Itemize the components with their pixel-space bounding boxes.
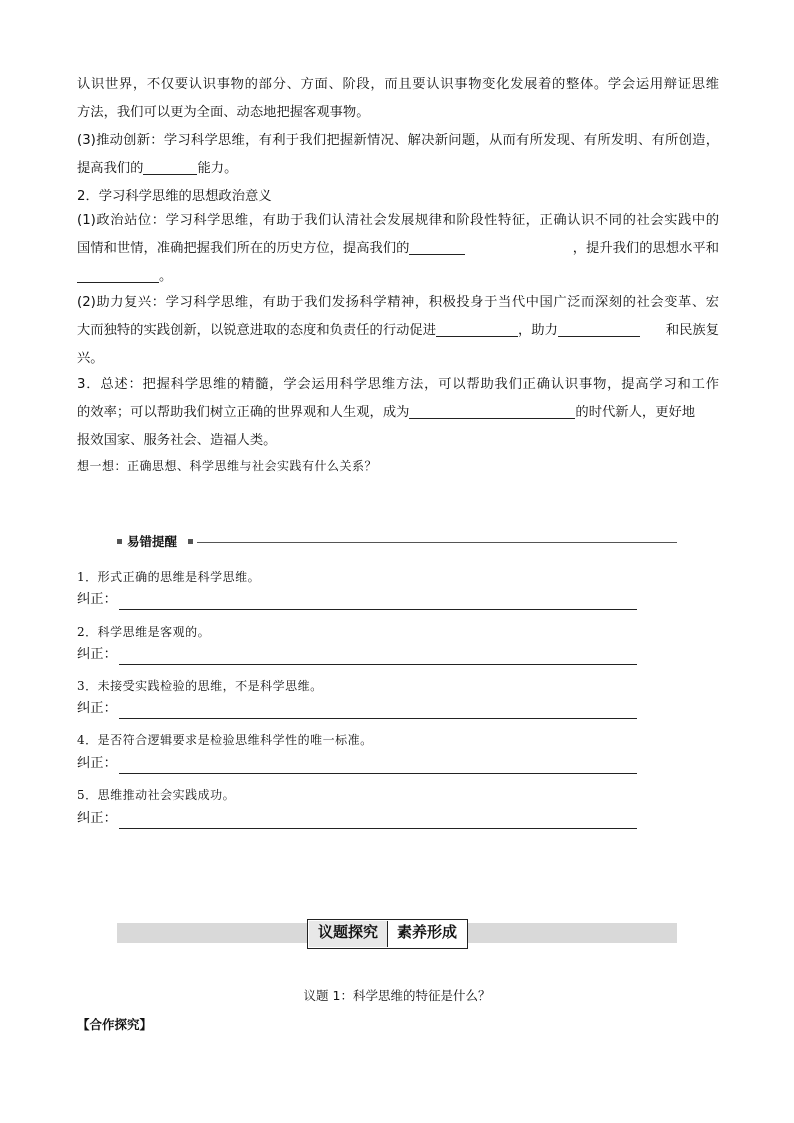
text-line: 兴。 [77,351,104,366]
error-item: 5．思维推动社会实践成功。 [77,788,236,802]
section-banner [117,923,677,943]
fill-in-blank[interactable] [143,158,197,175]
fill-in-blank[interactable] [558,320,640,337]
correction-row [77,645,637,665]
text-segment: 提高我们的 [77,161,144,176]
text-line [77,155,719,183]
paragraph-political-position [77,207,719,291]
banner-title-box [307,919,468,949]
paragraph-innovation [77,127,719,183]
heading-text: 2．学习科学思维的思想政治意义 [77,189,272,204]
correction-input-line[interactable] [119,718,637,719]
text-line: (2)助力复兴：学习科学思维，有助于我们发扬科学精神，积极投身于当代中国广泛而深刻的社会变革、宏 [77,295,719,310]
paragraph-dialectical [77,71,719,127]
fill-in-blank[interactable] [409,402,575,419]
text-segment: ，提升我们的思想水平和 [572,241,719,256]
text-line [77,317,719,345]
text-segment: 的效率；可以帮助我们树立正确的世界观和人生观，成为 [77,405,410,420]
text-line: 3．总述：把握科学思维的精髓，学会运用科学思维方法，可以帮助我们正确认识事物，提高学习和工作 [77,377,719,392]
text-segment: 。 [159,269,173,284]
text-segment: 大而独特的实践创新，以锐意进取的态度和负责任的行动促进 [77,323,437,338]
correction-row [77,590,637,610]
error-item: 1．形式正确的思维是科学思维。 [77,570,261,584]
correction-row [77,699,637,719]
text-line: (1)政治站位：学习科学思维，有助于我们认清社会发展规律和阶段性特征，正确认识不同的社会实践中的 [77,213,719,228]
text-line: 方法，我们可以更为全面、动态地把握客观事物。 [77,105,370,120]
correction-input-line[interactable] [119,609,637,610]
error-item: 2．科学思维是客观的。 [77,625,211,639]
square-bullet-icon [117,539,122,544]
correction-label: 纠正： [77,592,117,607]
error-reminder-title: 易错提醒 [127,534,178,549]
correction-label: 纠正： [77,811,117,826]
correction-input-line[interactable] [119,773,637,774]
text-line: 认识世界，不仅要认识事物的部分、方面、阶段，而且要认识事物变化发展着的整体。学会运用辩证思维 [77,77,719,92]
text-segment: ，助力 [518,323,558,338]
cooperative-inquiry-label: 【合作探究】 [77,1017,153,1032]
text-line: (3)推动创新：学习科学思维，有利于我们把握新情况、解决新问题，从而有所发现、有所发明、有所创造， [77,133,719,148]
text-line: 报效国家、服务社会、造福人类。 [77,433,277,448]
fill-in-blank[interactable] [77,266,159,283]
divider-line [197,542,677,543]
square-bullet-icon [188,539,193,544]
error-item: 3．未接受实践检验的思维，不是科学思维。 [77,679,323,693]
banner-title-left: 议题探究 [309,921,387,947]
banner-title-right: 素养形成 [387,921,466,947]
correction-row [77,754,637,774]
text-segment: 和民族复 [665,323,719,338]
fill-in-blank[interactable] [436,320,518,337]
paragraph-rejuvenation [77,289,719,373]
paragraph-summary [77,371,719,455]
correction-input-line[interactable] [119,828,637,829]
correction-input-line[interactable] [119,664,637,665]
error-item: 4．是否符合逻辑要求是检验思维科学性的唯一标准。 [77,733,373,747]
correction-label: 纠正： [77,647,117,662]
text-segment: 国情和世情，准确把握我们所在的历史方位，提高我们的 [77,241,410,256]
correction-label: 纠正： [77,756,117,771]
correction-label: 纠正： [77,701,117,716]
text-line [77,263,719,291]
text-line [77,399,719,427]
text-segment: 的时代新人，更好地 [575,405,696,420]
fill-in-blank[interactable] [409,238,465,255]
text-segment: 能力。 [197,161,238,176]
topic-title: 议题 1：科学思维的特征是什么？ [303,988,491,1003]
error-reminder-heading [117,532,677,552]
think-question: 想一想：正确思想、科学思维与社会实践有什么关系？ [77,459,378,473]
text-line [77,235,719,263]
correction-row [77,809,637,829]
